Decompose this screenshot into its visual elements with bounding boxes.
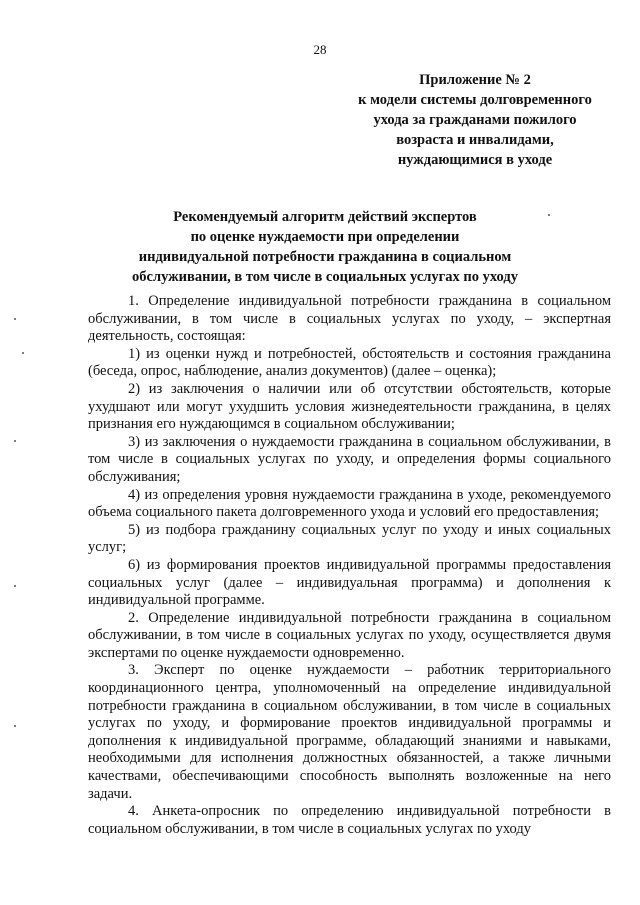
scan-speck [14, 725, 16, 727]
paragraph-1-item-6: 6) из формирования проектов индивидуальной программы предоставления социальных услуг (далее – индивидуальная программа) и дополнения к индивидуальной программе. [88, 556, 611, 609]
scan-speck [14, 318, 16, 320]
title-line: Рекомендуемый алгоритм действий экспертов [173, 209, 477, 225]
document-body [88, 293, 611, 838]
scan-speck [14, 585, 16, 587]
paragraph-1: 1. Определение индивидуальной потребности гражданина в социальном обслуживании, в том числе в социальных услугах по уходу, – экспертная деятельность, состоящая: [88, 293, 611, 345]
paragraph-1-item-3: 3) из заключения о нуждаемости гражданина в социальном обслуживании, в том числе в социальных услугах по уходу, и определения формы социального обслуживания; [88, 433, 611, 485]
title-line: обслуживании, в том числе в социальных услугах по уходу [132, 269, 518, 285]
scan-speck [14, 440, 16, 442]
page-number: 28 [313, 42, 327, 57]
appendix-line: ухода за гражданами пожилого [373, 112, 577, 128]
title-line: по оценке нуждаемости при определении [190, 229, 460, 245]
document-title [120, 207, 530, 287]
appendix-line: возраста и инвалидами, [396, 132, 554, 148]
paragraph-2: 2. Определение индивидуальной потребности гражданина в социальном обслуживании, в том числе в социальных услугах по уходу, осуществляется двумя экспертами по оценке нуждаемости одновременно. [88, 609, 611, 661]
appendix-line: Приложение № 2 [419, 72, 531, 88]
appendix-header [330, 70, 620, 170]
appendix-line: нуждающимися в уходе [397, 152, 553, 168]
paragraph-1-item-2: 2) из заключения о наличии или об отсутствии обстоятельств, которые ухудшают или могут ухудшить условия жизнедеятельности гражданина, в целях признания его нуждающимся в социальном обслуживании; [88, 380, 611, 433]
paragraph-1-item-5: 5) из подбора гражданину социальных услуг по уходу и иных социальных услуг; [88, 521, 611, 556]
scan-speck [548, 214, 550, 216]
title-line: индивидуальной потребности гражданина в социальном [138, 249, 512, 265]
paragraph-3: 3. Эксперт по оценке нуждаемости – работник территориального координационного центра, уполномоченный на определение индивидуальной потребности гражданина в социальном обслуживании, в том числе в социальных услугах по уходу, и формирование проектов индивидуальной программы и дополнения к индивидуальной программе, обладающий знаниями и навыками, необходимыми для исполнения должностных обязанностей, а также личными качествами, обеспечивающими способность выполнять возложенные на него задачи. [88, 662, 611, 802]
paragraph-4: 4. Анкета-опросник по определению индивидуальной потребности в социальном обслуживании, в том числе в социальных услугах по уходу [88, 803, 611, 837]
scan-speck [22, 352, 24, 354]
appendix-line: к модели системы долговременного [358, 92, 592, 108]
paragraph-1-item-1: 1) из оценки нужд и потребностей, обстоятельств и состояния гражданина (беседа, опрос, наблюдение, анализ документов) (далее – оценка); [88, 345, 611, 380]
paragraph-1-item-4: 4) из определения уровня нуждаемости гражданина в уходе, рекомендуемого объема социального пакета долговременного ухода и условий его предоставления; [88, 486, 611, 521]
